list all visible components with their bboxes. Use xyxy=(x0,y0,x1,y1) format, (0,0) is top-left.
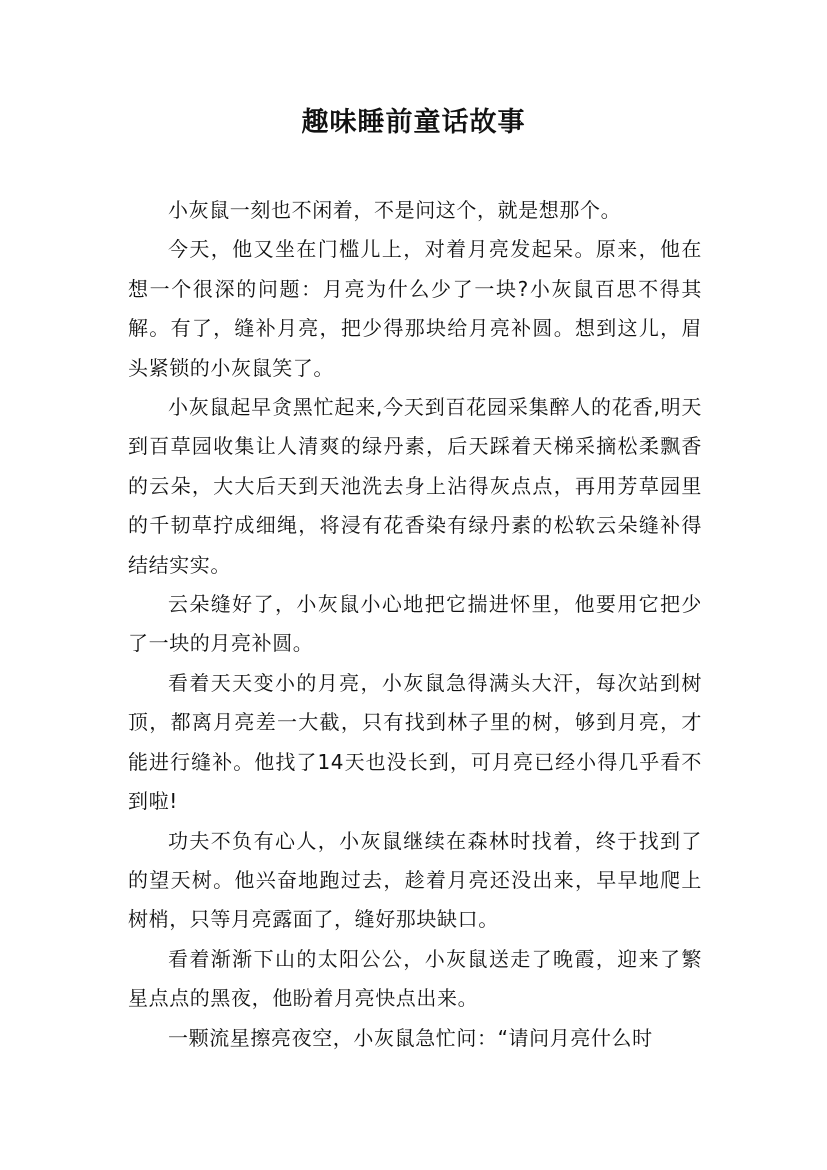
paragraph: 云朵缝好了，小灰鼠小心地把它揣进怀里，他要用它把少了一块的月亮补圆。 xyxy=(128,592,702,656)
paragraph: 小灰鼠起早贪黑忙起来,今天到百花园采集醉人的花香,明天到百草园收集让人清爽的绿丹素，后天踩着天梯采摘松柔飘香的云朵，大大后天到天池洗去身上沾得灰点点，再用芳草园里的千韧草拧成细绳，将浸有花香染有绿丹素的松软云朵缝补得结结实实。 xyxy=(128,395,702,577)
paragraph: 看着天天变小的月亮，小灰鼠急得满头大汗，每次站到树顶，都离月亮差一大截，只有找到林子里的树，够到月亮，才能进行缝补。他找了14天也没长到，可月亮已经小得几乎看不到啦! xyxy=(128,670,702,814)
document-title: 趣味睡前童话故事 xyxy=(301,107,526,138)
document-body xyxy=(128,191,702,1058)
paragraph: 小灰鼠一刻也不闲着，不是问这个，就是想那个。 xyxy=(168,198,622,222)
paragraph: 功夫不负有心人，小灰鼠继续在森林时找着，终于找到了的望天树。他兴奋地跑过去，趁着月亮还没出来，早早地爬上树梢，只等月亮露面了，缝好那块缺口。 xyxy=(128,828,702,932)
paragraph: 今天，他又坐在门槛儿上，对着月亮发起呆。原来，他在想一个很深的问题：月亮为什么少了一块?小灰鼠百思不得其解。有了，缝补月亮，把少得那块给月亮补圆。想到这儿，眉头紧锁的小灰鼠笑了。 xyxy=(128,237,702,380)
paragraph: 看着渐渐下山的太阳公公，小灰鼠送走了晚霞，迎来了繁星点点的黑夜，他盼着月亮快点出来。 xyxy=(128,946,702,1011)
paragraph: 一颗流星擦亮夜空，小灰鼠急忙问：“请问月亮什么时 xyxy=(168,1025,653,1050)
